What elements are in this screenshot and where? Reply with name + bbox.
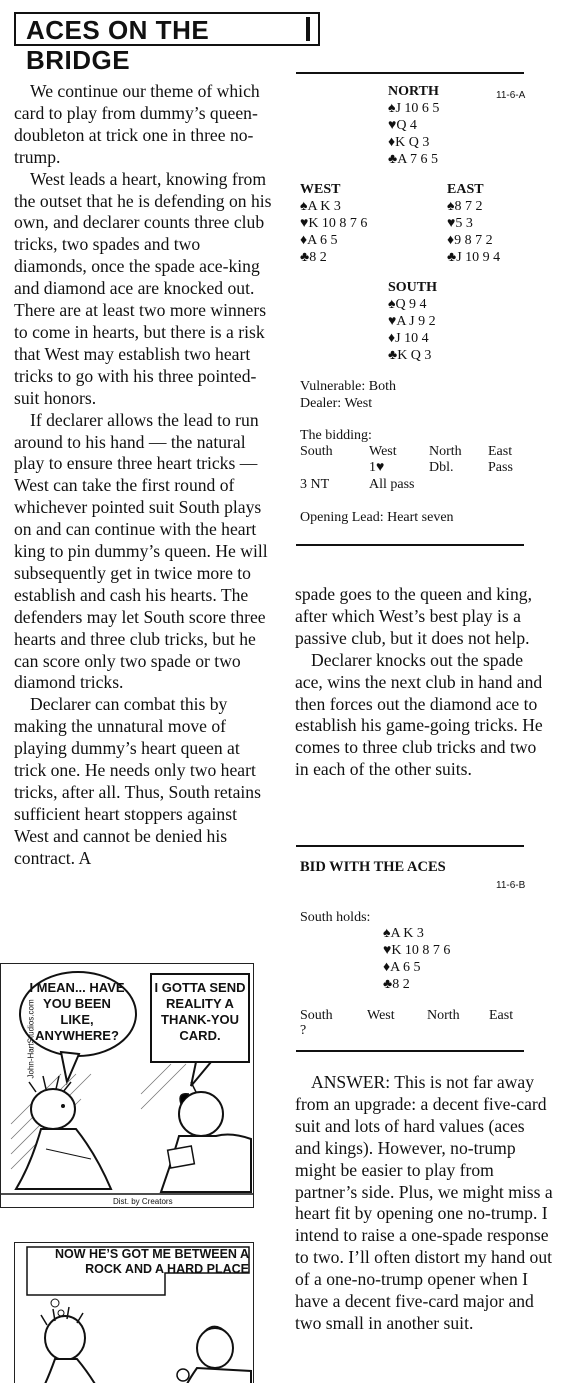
deal-bottom-rule: [296, 544, 524, 546]
comic-credit: Dist. by Creators: [113, 1197, 173, 1206]
dealer: Dealer: West: [300, 396, 373, 411]
speech-bubble-left: I MEAN... HAVE YOU BEEN LIKE, ANYWHERE?: [29, 980, 125, 1043]
bidding-call: Pass: [488, 460, 513, 475]
south-clubs: ♣K Q 3: [388, 348, 432, 363]
bidding-header: North: [429, 444, 462, 459]
masthead-bar: [306, 17, 310, 41]
answer-text: [295, 1072, 553, 1335]
east-diamonds: ♦9 8 7 2: [447, 233, 493, 248]
bidding-call: 1♥: [369, 460, 385, 475]
north-diamonds: ♦K Q 3: [388, 135, 430, 150]
bid-question: ?: [300, 1023, 307, 1038]
column-text: [14, 81, 272, 870]
south-diamonds: ♦J 10 4: [388, 331, 429, 346]
paragraph: Declarer can combat this by making the unnatural move of playing dummy’s heart queen at trick one. He needs only two heart tricks, after all. Thus, South retains sufficient heart stoppers against West and cannot be denied his contract. A: [14, 694, 261, 868]
masthead: [14, 12, 320, 75]
bid-section-title: BID WITH THE ACES: [300, 859, 446, 875]
bidding-header: West: [369, 444, 397, 459]
bid-header: South: [300, 1008, 333, 1023]
bidding-call: Dbl.: [429, 460, 454, 475]
bid-header: East: [489, 1008, 514, 1023]
bid-code: 11-6-B: [496, 880, 526, 891]
caption-bubble: NOW HE’S GOT ME BETWEEN A ROCK AND A HARD PLACE: [55, 1247, 249, 1276]
north-hearts: ♥Q 4: [388, 118, 417, 133]
deal-top-rule: [296, 72, 524, 74]
paragraph: If declarer allows the lead to run around to his hand — the natural play to ensure three heart tricks — West can take the first round of whichever pointed suit South plays on and can continue with the heart king to pin dummy’s queen. He will subsequently get in twice more to establish and cash his hearts. The defenders may let South score three hearts and three club tricks, but he can score only two spade or two diamond tricks.: [14, 409, 268, 693]
south-spades: ♠Q 9 4: [388, 297, 427, 312]
speech-bubble-right: I GOTTA SEND REALITY A THANK-YOU CARD.: [154, 980, 246, 1043]
comic-strip-top: [0, 963, 254, 1208]
west-hearts: ♥K 10 8 7 6: [300, 216, 368, 231]
holds-spades: ♠A K 3: [383, 926, 424, 941]
paragraph: We continue our theme of which card to play from dummy’s queen-doubleton at trick one in three no-trump.: [14, 81, 260, 167]
west-clubs: ♣8 2: [300, 250, 327, 265]
holds-diamonds: ♦A 6 5: [383, 960, 421, 975]
west-spades: ♠A K 3: [300, 199, 341, 214]
bidding-call: 3 NT: [300, 477, 330, 492]
bidding-header: East: [488, 444, 513, 459]
east-hearts: ♥5 3: [447, 216, 473, 231]
holds-clubs: ♣8 2: [383, 977, 410, 992]
vulnerability: Vulnerable: Both: [300, 379, 396, 394]
paragraph: Declarer knocks out the spade ace, wins the next club in hand and then forces out the diamond ace to establish his game-going tricks. He comes to three club tricks and two in each of the other suits.: [295, 649, 543, 780]
east-spades: ♠8 7 2: [447, 199, 483, 214]
column-title: ACES ON THE BRIDGE: [26, 15, 210, 75]
bid-bottom-rule: [296, 1050, 524, 1052]
holds-label: South holds:: [300, 910, 371, 925]
bidding-call: All pass: [369, 477, 415, 492]
east-clubs: ♣J 10 9 4: [447, 250, 501, 265]
comic-strip-bottom: [14, 1242, 254, 1383]
side-credit: John-HartStudios.com: [26, 999, 36, 1079]
bid-top-rule: [296, 845, 524, 847]
north-clubs: ♣A 7 6 5: [388, 152, 439, 167]
bid-header: North: [427, 1008, 460, 1023]
bidding-label: The bidding:: [300, 428, 372, 443]
bidding-header: South: [300, 444, 333, 459]
east-label: EAST: [447, 182, 484, 197]
paragraph: West leads a heart, knowing from the outset that he is defending on his own, and declarer counts three club tricks, two spades and two diamonds, once the spade ace-king and diamond ace are knocked out. There are at least two more winners to come in hearts, but there is a risk that West may establish two heart tricks to go with his three pointed-suit honors.: [14, 168, 272, 408]
deal-code: 11-6-A: [496, 90, 526, 101]
column-continued: [295, 584, 553, 781]
north-label: NORTH: [388, 84, 439, 99]
bid-header: West: [367, 1008, 395, 1023]
paragraph: spade goes to the queen and king, after which West’s best play is a passive club, but it does not help.: [295, 584, 532, 648]
south-label: SOUTH: [388, 280, 438, 295]
opening-lead: Opening Lead: Heart seven: [300, 510, 454, 525]
south-hearts: ♥A J 9 2: [388, 314, 436, 329]
answer-paragraph: ANSWER: This is not far away from an upgrade: a decent five-card suit and lots of hard values (aces and kings). However, no-trump might be easier to play from partner’s side. Plus, we might miss a heart fit by opening one no-trump. I intend to raise a one-spade response to two. I’ll often distort my hand out of a one-no-trump opener when I have a decent five-card major and two small in another suit.: [295, 1072, 553, 1333]
north-spades: ♠J 10 6 5: [388, 101, 440, 116]
west-label: WEST: [300, 182, 341, 197]
west-diamonds: ♦A 6 5: [300, 233, 338, 248]
holds-hearts: ♥K 10 8 7 6: [383, 943, 451, 958]
